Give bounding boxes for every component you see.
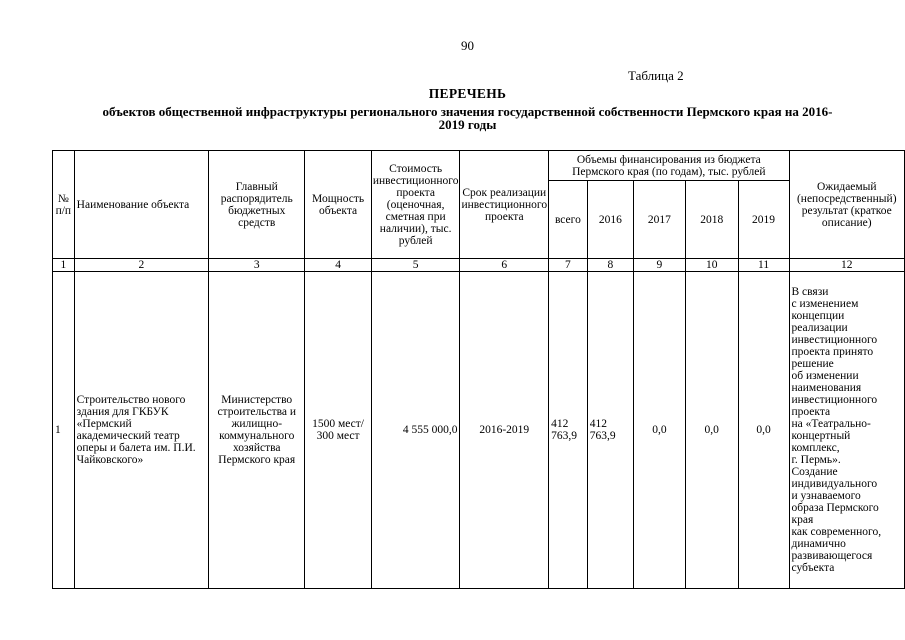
result-line: развивающегося — [791, 550, 873, 562]
header-2016: 2016 — [587, 181, 633, 259]
header-result: Ожидаемый (непосредственный) результат (краткое описание) — [789, 151, 905, 259]
column-number: 1 — [53, 259, 75, 272]
table-row — [53, 272, 905, 589]
column-number: 9 — [633, 259, 685, 272]
column-number: 4 — [305, 259, 371, 272]
result-line: индивидуального — [791, 478, 878, 490]
document-title: ПЕРЕЧЕНЬ — [428, 86, 507, 101]
table-label: Таблица 2 — [628, 68, 684, 83]
row-manager: Министерство строительства и жилищно-коммунального хозяйства Пермского края — [209, 272, 305, 589]
column-number: 12 — [789, 259, 905, 272]
result-line: г. Пермь». — [791, 454, 841, 466]
row-result — [789, 272, 905, 589]
document-subtitle: объектов общественной инфраструктуры регионального значения государственной собственности Пермского края на 2016-2019 годы — [102, 104, 833, 132]
result-line: как современного, — [791, 526, 882, 538]
header-2017: 2017 — [633, 181, 685, 259]
row-2017: 0,0 — [633, 272, 685, 589]
column-number: 11 — [738, 259, 789, 272]
column-number: 8 — [587, 259, 633, 272]
header-manager: Главный распорядитель бюджетных средств — [209, 151, 305, 259]
row-capacity: 1500 мест/ 300 мест — [305, 272, 371, 589]
result-line: на «Театрально- — [791, 418, 871, 430]
result-line: инвестиционного — [791, 334, 878, 346]
column-number: 6 — [460, 259, 549, 272]
header-name: Наименование объекта — [74, 151, 208, 259]
result-line: образа Пермского — [791, 502, 879, 514]
header-capacity: Мощность объекта — [305, 151, 371, 259]
row-num: 1 — [53, 272, 75, 589]
column-number: 5 — [371, 259, 460, 272]
row-name: Строительство нового здания для ГКБУК «Пермский академический театр оперы и балета им. П.И. Чайковского» — [74, 272, 208, 589]
column-number: 3 — [209, 259, 305, 272]
header-total: всего — [549, 181, 588, 259]
result-line: комплекс, — [791, 442, 840, 454]
row-period: 2016-2019 — [460, 272, 549, 589]
header-funding-group: Объемы финансирования из бюджета Пермского края (по годам), тыс. рублей — [549, 151, 789, 181]
header-period: Срок реализации инвестиционного проекта — [460, 151, 549, 259]
row-2019: 0,0 — [738, 272, 789, 589]
header-cost: Стоимость инвестиционного проекта (оценочная, сметная при наличии), тыс. рублей — [371, 151, 460, 259]
result-line: субъекта — [791, 562, 835, 574]
header-num: № п/п — [53, 151, 75, 259]
column-number: 2 — [74, 259, 208, 272]
row-2018: 0,0 — [685, 272, 738, 589]
result-line: Создание — [791, 466, 838, 478]
column-number: 7 — [549, 259, 588, 272]
result-line: края — [791, 514, 814, 526]
header-2018: 2018 — [685, 181, 738, 259]
header-2019: 2019 — [738, 181, 789, 259]
result-line: В связи — [791, 286, 829, 298]
row-cost: 4 555 000,0 — [371, 272, 460, 589]
result-line: и узнаваемого — [791, 490, 861, 502]
result-line: об изменении — [791, 370, 859, 382]
result-line: концертный — [791, 430, 851, 442]
column-number: 10 — [685, 259, 738, 272]
result-line: динамично — [791, 538, 846, 550]
result-line: решение — [791, 358, 834, 370]
result-line: инвестиционного — [791, 394, 878, 406]
row-2016: 412 763,9 — [587, 272, 633, 589]
result-line: концепции — [791, 310, 845, 322]
result-line: наименования — [791, 382, 862, 394]
result-line: проекта принято — [791, 346, 874, 358]
result-line: проекта — [791, 406, 831, 418]
row-total: 412 763,9 — [549, 272, 588, 589]
result-line: реализации — [791, 322, 848, 334]
result-line: с изменением — [791, 298, 859, 310]
column-number-row — [53, 259, 905, 272]
facilities-table — [52, 150, 905, 589]
page-number: 90 — [461, 38, 474, 53]
